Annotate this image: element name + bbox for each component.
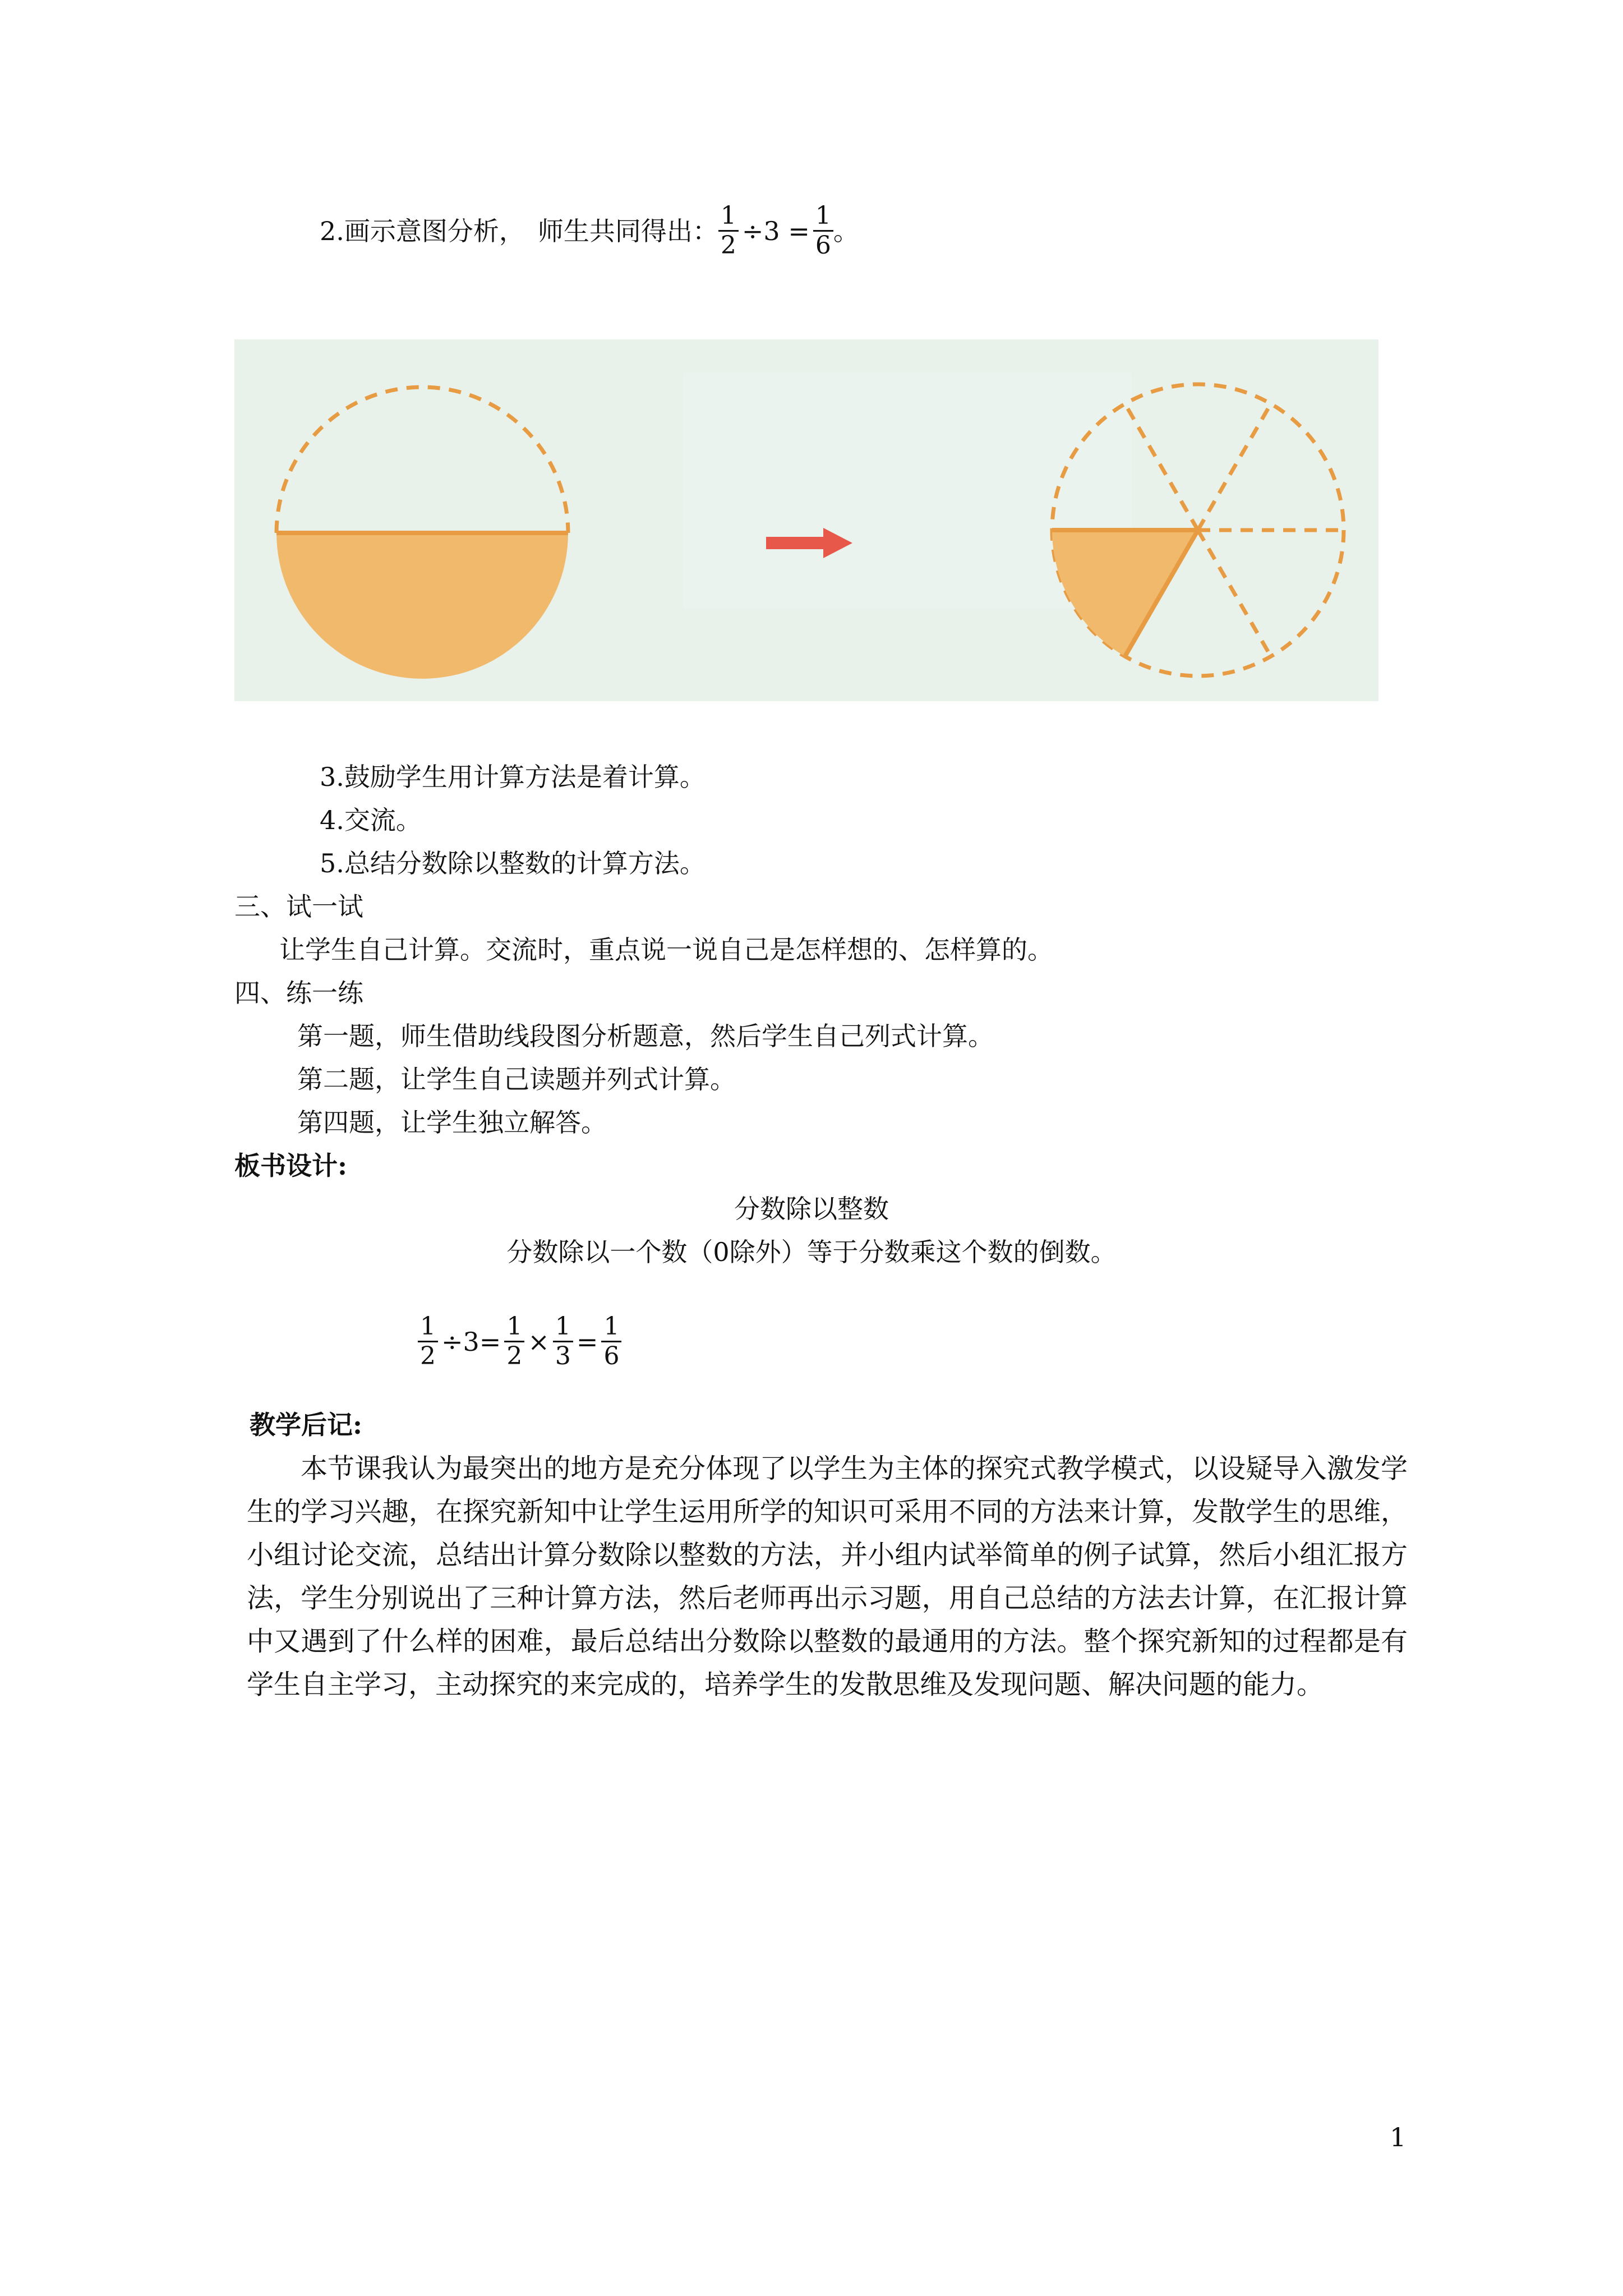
section4-item: 第一题，师生借助线段图分析题意，然后学生自己列式计算。 — [297, 1021, 994, 1051]
operator: ÷3= — [441, 1326, 501, 1357]
fraction: $\frac{1}{3}$ — [553, 1313, 573, 1370]
fraction: $\frac{1}{2}$ — [418, 1313, 438, 1370]
divide-by-three: ÷3 = — [741, 215, 810, 246]
step2-line — [320, 202, 859, 260]
fraction: $\frac{1}{6}$ — [601, 1313, 621, 1370]
board-equation — [418, 1313, 621, 1370]
board-title: 分数除以整数 — [734, 1194, 889, 1224]
fraction-diagram — [234, 339, 1378, 701]
step-5: 5.总结分数除以整数的计算方法。 — [320, 848, 706, 878]
step-3: 3.鼓励学生用计算方法是着计算。 — [320, 762, 706, 792]
operator: = — [576, 1326, 598, 1357]
step2-text: 2.画示意图分析， 师生共同得出： — [320, 215, 718, 246]
operator: × — [528, 1326, 550, 1357]
section3-body: 让学生自己计算。交流时，重点说一说自己是怎样想的、怎样算的。 — [279, 935, 1053, 965]
postscript-heading: 教学后记: — [250, 1410, 362, 1440]
board-rule: 分数除以一个数（0除外）等于分数乘这个数的倒数。 — [506, 1237, 1117, 1267]
board-heading: 板书设计: — [234, 1151, 347, 1181]
fraction-one-sixth: $\frac{1}{6}$ — [813, 202, 833, 260]
fraction-one-half: $\frac{1}{2}$ — [718, 202, 739, 260]
step2-suffix: 。 — [833, 215, 859, 246]
section4-item: 第四题，让学生独立解答。 — [297, 1107, 607, 1138]
section3-heading: 三、试一试 — [234, 891, 363, 922]
page-number: 1 — [1390, 2122, 1407, 2152]
step-4: 4.交流。 — [320, 805, 422, 835]
section4-heading: 四、练一练 — [234, 978, 363, 1008]
postscript-body: 本节课我认为最突出的地方是充分体现了以学生为主体的探究式教学模式，以设疑导入激发学生的学习兴趣，在探究新知中让学生运用所学的知识可采用不同的方法来计算，发散学生的思维，小组讨论交流，总结出计算分数除以整数的方法，并小组内试举简单的例子试算，然后小组汇报方法，学生分别说出了三种计算方法，然后老师再出示习题，用自己总结的方法去计算，在汇报计算中又遇到了什么样的困难，最后总结出分数除以整数的最通用的方法。整个探究新知的过程都是有学生自主学习，主动探究的来完成的，培养学生的发散思维及发现问题、解决问题的能力。 — [247, 1453, 1408, 1700]
fraction: $\frac{1}{2}$ — [504, 1313, 524, 1370]
section4-item: 第二题，让学生自己读题并列式计算。 — [297, 1064, 736, 1094]
